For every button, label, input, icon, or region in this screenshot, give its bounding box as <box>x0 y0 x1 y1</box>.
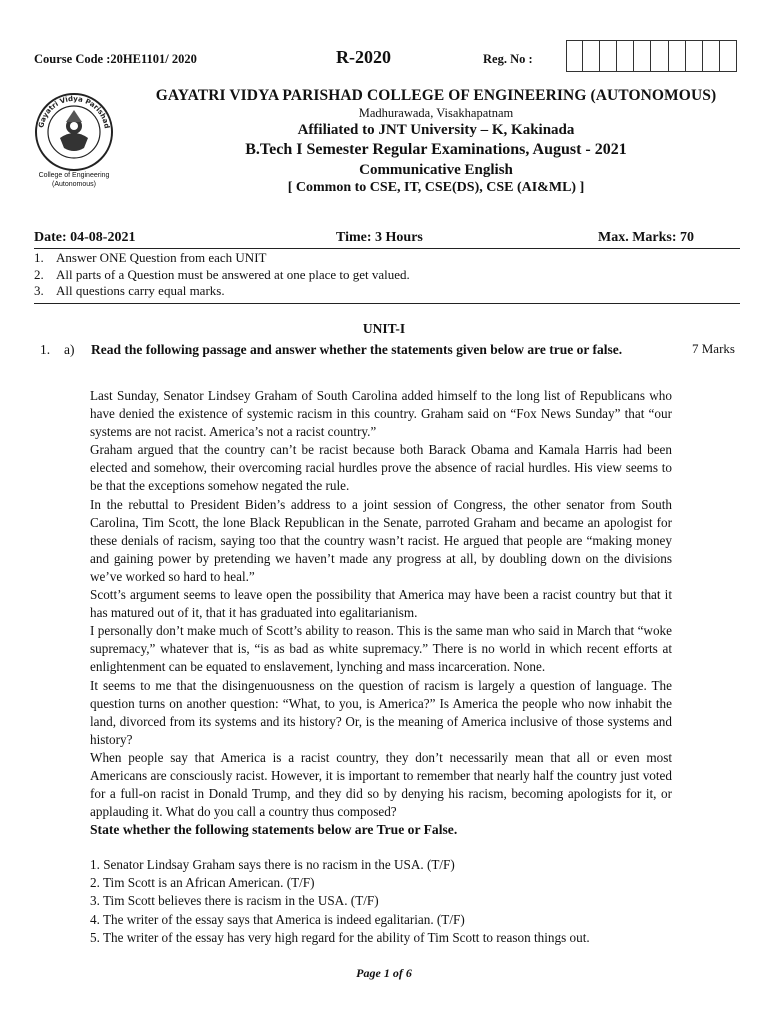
reg-no-boxes[interactable] <box>566 40 737 72</box>
regulation: R-2020 <box>336 47 391 67</box>
statement-item: 5. The writer of the essay has very high regard for the ability of Tim Scott to reason things out. <box>90 929 590 945</box>
statements-list <box>90 856 590 947</box>
reg-no-cell[interactable] <box>600 40 617 72</box>
exam-title: B.Tech I Semester Regular Examinations, August - 2021 <box>245 141 627 158</box>
passage-paragraph: In the rebuttal to President Biden’s address to a joint session of Congress, the other senator from South Carolina, Tim Scott, the lone Black Republican in the Senate, parroted Graham and became an apologist for these denials of racism, saying too that the country wasn’t racist. He argued that people are “making money and gaining power by pretending we haven’t made any progress at all, by doubling down on the divisions we’ve worked so hard to heal.” <box>90 496 672 584</box>
reg-no-cell[interactable] <box>634 40 651 72</box>
max-marks: Max. Marks: 70 <box>598 230 695 245</box>
affiliation: Affiliated to JNT University – K, Kakinada <box>297 122 575 138</box>
reg-no-cell[interactable] <box>669 40 686 72</box>
question-part: a) <box>64 342 75 357</box>
passage-paragraph: When people say that America is a racist country, they don’t necessarily mean that all or even most Americans are consciously racist. However, it is important to remember that nearly half the country just voted for a full-on racist in Donald Trump, and they did so by denying his racism, becoming apologists for it, or applauding it. What do you call a country thus composed? <box>90 749 672 820</box>
subject-title: Communicative English <box>359 162 513 178</box>
course-code: Course Code :20HE1101/ 2020 <box>34 52 197 66</box>
passage-paragraph: Graham argued that the country can’t be racist because both Barack Obama and Kamala Harris had been elected and somehow, their overcoming racial hurdles prove the absence of racial hurdles. His view seems to be that the exceptions somehow negated the rule. <box>90 442 672 494</box>
instruction-item: 2. All parts of a Question must be answered at one place to get valued. <box>34 266 410 282</box>
reg-no-cell[interactable] <box>617 40 634 72</box>
college-location: Madhurawada, Visakhapatnam <box>358 106 514 120</box>
divider-bottom <box>34 303 740 304</box>
statement-item: 1. Senator Lindsay Graham says there is no racism in the USA. (T/F) <box>90 857 455 872</box>
reg-no-label: Reg. No : <box>483 52 533 66</box>
passage-paragraph: Scott’s argument seems to leave open the possibility that America may have been a racist country but that it has matured out of it, that it has graduated into egalitarianism. <box>90 587 672 621</box>
reg-no-cell[interactable] <box>703 40 720 72</box>
statement-item: 4. The writer of the essay says that America is indeed egalitarian. (T/F) <box>90 911 465 927</box>
statement-item: 2. Tim Scott is an African American. (T/F) <box>90 875 315 891</box>
logo-caption-line2: (Autonomous) <box>52 180 96 188</box>
reg-no-cell[interactable] <box>651 40 668 72</box>
reg-no-cell[interactable] <box>583 40 600 72</box>
logo-caption <box>22 172 126 189</box>
reg-no-cell[interactable] <box>720 40 737 72</box>
common-to: [ Common to CSE, IT, CSE(DS), CSE (AI&ML) ] <box>287 180 585 195</box>
passage <box>90 387 672 839</box>
passage-paragraph: I personally don’t make much of Scott’s ability to reason. This is the same man who said in March that “woke supremacy,” whatever that is, “is as bad as white supremacy.” There is no world in which recent efforts at enlightenment can be equated to enslavement, lynching and mass incarceration. None. <box>90 623 672 675</box>
divider-top <box>34 248 740 249</box>
instruction-item: 1. Answer ONE Question from each UNIT <box>34 250 267 265</box>
exam-time: Time: 3 Hours <box>336 230 423 245</box>
question-text: Read the following passage and answer whether the statements given below are true or false. <box>91 342 623 357</box>
question-number: 1. <box>40 342 51 357</box>
page-number: Page 1 of 6 <box>356 966 412 980</box>
unit-heading: UNIT-I <box>362 321 406 336</box>
instructions <box>34 250 410 300</box>
passage-paragraph: It seems to me that the disingenuousness on the question of racism is largely a question of language. The question turns on another question: “What, to you, is America?” Is America the people who now inhabit the land, divorced from its systems and its history? Or, is the meaning of America inclusive of those systems and history? <box>90 677 672 747</box>
statement-item: 3. Tim Scott believes there is racism in the USA. (T/F) <box>90 893 379 909</box>
college-logo <box>34 92 114 172</box>
question-marks: 7 Marks <box>692 341 735 356</box>
exam-date: Date: 04-08-2021 <box>34 230 136 245</box>
logo-ring-text: Gayatri Vidya Parishad <box>37 94 111 130</box>
college-name: GAYATRI VIDYA PARISHAD COLLEGE OF ENGINEERING (AUTONOMOUS) <box>155 87 717 104</box>
statements-heading: State whether the following statements below are True or False. <box>90 822 458 838</box>
instruction-item: 3. All questions carry equal marks. <box>34 283 225 298</box>
reg-no-cell[interactable] <box>686 40 703 72</box>
passage-paragraph: Last Sunday, Senator Lindsey Graham of South Carolina added himself to the long list of Republicans who have denied the existence of systemic racism in this country. Graham said on “Fox News Sunday” that “our systems are not racist. America’s not a racist country.” <box>90 388 672 440</box>
logo-caption-line1: College of Engineering <box>38 172 110 179</box>
reg-no-cell[interactable] <box>566 40 583 72</box>
